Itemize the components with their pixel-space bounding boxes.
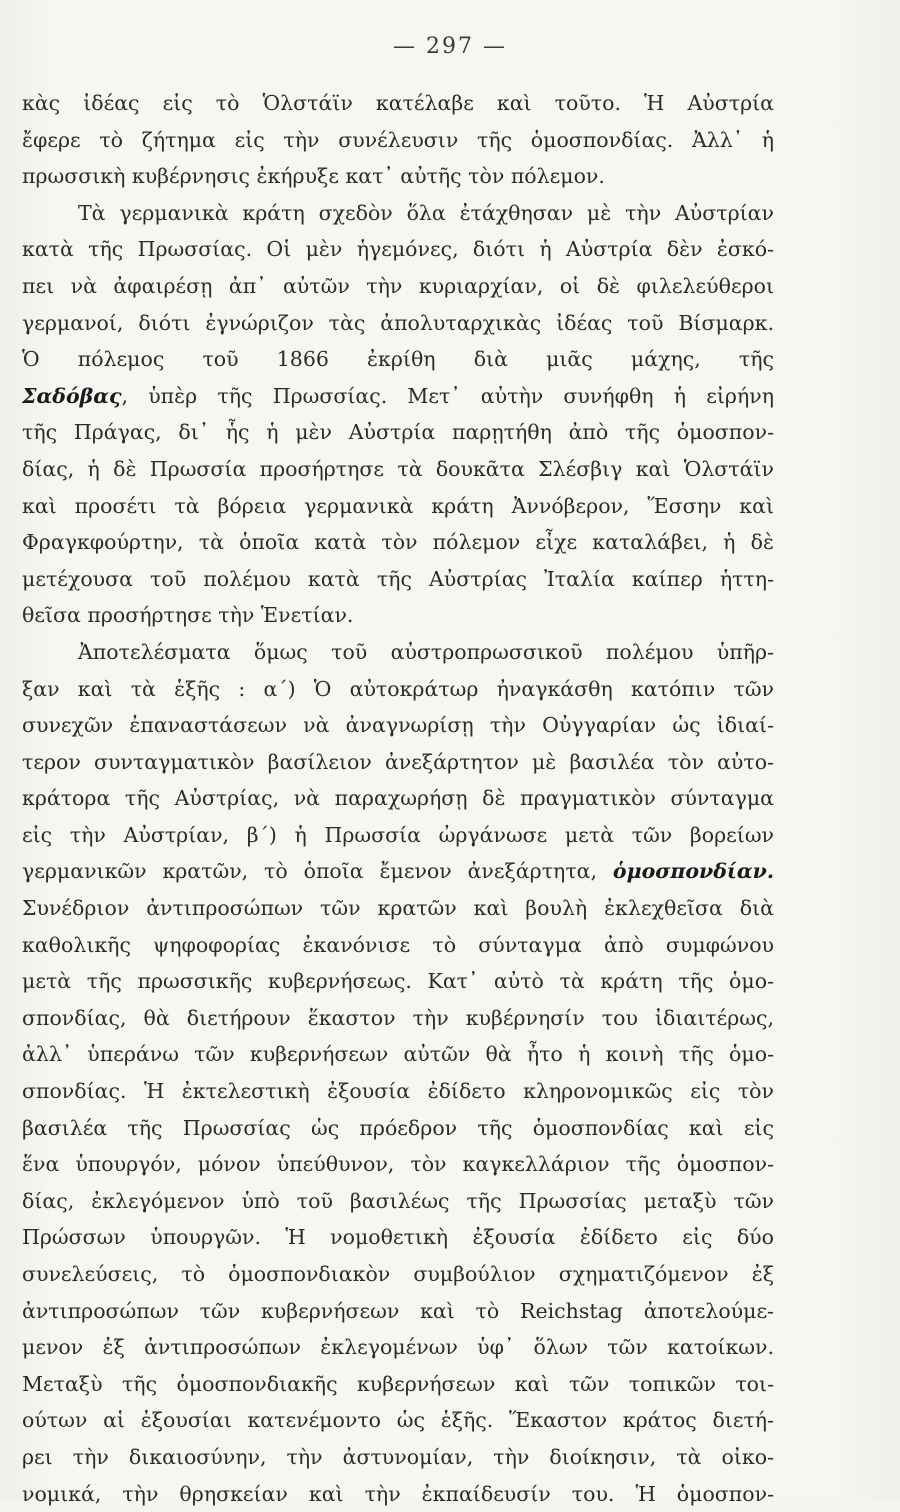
text-line: κράτορα τῆς Αὐστρίας, νὰ παραχωρήσῃ δὲ πραγματικὸν σύνταγμα: [22, 786, 774, 811]
text-line: ρει τὴν δικαιοσύνην, τὴν ἀστυνομίαν, τὴν διοίκησιν, τὰ οἰκο-: [22, 1444, 774, 1469]
text-line: κὰς ἰδέας εἰς τὸ Ὁλστάϊν κατέλαβε καὶ τοῦτο. Ἡ Αὐστρία: [22, 91, 774, 115]
text-line: μενον ἐξ ἀντιπροσώπων ἐκλεγομένων ὑφ᾽ ὅλων τῶν κατοίκων.: [22, 1335, 774, 1360]
text-line: νομικά, τὴν θρησκείαν καὶ τὴν ἐκπαίδευσίν του. Ἡ ὁμοσπον-: [22, 1481, 774, 1506]
text-line: δίας, ἐκλεγόμενον ὑπὸ τοῦ βασιλέως τῆς Πρωσσίας μεταξὺ τῶν: [22, 1188, 774, 1213]
text-line: θεῖσα προσήρτησε τὴν Ἑνετίαν.: [22, 603, 354, 628]
text-line: καθολικῆς ψηφοφορίας ἐκανόνισε τὸ σύνταγμα ἀπὸ συμφώνου: [22, 932, 774, 957]
text-line: βασιλέα τῆς Πρωσσίας ὡς πρόεδρον τῆς ὁμοσπονδίας καὶ εἰς: [22, 1115, 774, 1140]
text-line: μετὰ τῆς πρωσσικῆς κυβερνήσεως. Κατ᾽ αὐτὸ τὰ κράτη τῆς ὁμο-: [22, 969, 774, 994]
text-line: Μεταξὺ τῆς ὁμοσπονδιακῆς κυβερνήσεων καὶ τῶν τοπικῶν τοι-: [22, 1371, 774, 1396]
text-line: Ἀποτελέσματα ὅμως τοῦ αὐστροπρωσσικοῦ πολέμου ὑπῆρ-: [78, 639, 774, 664]
text-line: καὶ προσέτι τὰ βόρεια γερμανικὰ κράτη Ἀννόβερον, Ἕσσην καὶ: [22, 493, 774, 518]
text-line: Φραγκφούρτην, τὰ ὁποῖα κατὰ τὸν πόλεμον εἶχε καταλάβει, ἡ δὲ: [22, 530, 774, 555]
text-line: Σαδόβας, ὑπὲρ τῆς Πρωσσίας. Μετ᾽ αὐτὴν συνήφθη ἡ εἰρήνη: [22, 383, 774, 408]
text-line: Ὁ πόλεμος τοῦ 1866 ἐκρίθη διὰ μιᾶς μάχης, τῆς: [22, 347, 774, 372]
text-line: ἔφερε τὸ ζήτημα εἰς τὴν συνέλευσιν τῆς ὁμοσπονδίας. Ἀλλ᾽ ἡ: [22, 127, 774, 152]
text-line: σπονδίας. Ἡ ἐκτελεστικὴ ἐξουσία ἐδίδετο κληρονομικῶς εἰς τὸν: [22, 1079, 774, 1104]
body-text: [22, 85, 774, 1512]
text-line: σπονδίας, θὰ διετήρουν ἕκαστον τὴν κυβέρνησίν του ἰδιαιτέρως,: [22, 1005, 774, 1030]
text-line: εἰς τὴν Αὐστρίαν, β΄) ἡ Πρωσσία ὠργάνωσε μετὰ τῶν βορείων: [22, 822, 774, 847]
text-line: πρωσσικὴ κυβέρνησις ἐκήρυξε κατ᾽ αὐτῆς τὸν πόλεμον.: [22, 164, 605, 189]
emphasized-text: ὁμοσπονδίαν.: [612, 859, 774, 884]
text-line: Πρώσσων ὑπουργῶν. Ἡ νομοθετικὴ ἐξουσία ἐδίδετο εἰς δύο: [22, 1225, 774, 1250]
page-number: — 297 —: [393, 34, 507, 59]
text-line: ἀλλ᾽ ὑπεράνω τῶν κυβερνήσεων αὐτῶν θὰ ἦτο ἡ κοινὴ τῆς ὁμο-: [22, 1042, 774, 1067]
text-line: κατὰ τῆς Πρωσσίας. Οἱ μὲν ἡγεμόνες, διότι ἡ Αὐστρία δὲν ἐσκό-: [22, 237, 774, 262]
text-line: δίας, ἡ δὲ Πρωσσία προσήρτησε τὰ δουκᾶτα Σλέσβιγ καὶ Ὁλστάϊν: [22, 456, 774, 481]
text-line: συνελεύσεις, τὸ ὁμοσπονδιακὸν συμβούλιον σχηματιζόμενον ἐξ: [22, 1262, 774, 1286]
text-line: ούτων αἱ ἐξουσίαι κατενέμοντο ὡς ἑξῆς. Ἕκαστον κράτος διετή-: [22, 1408, 774, 1433]
text-line: μετέχουσα τοῦ πολέμου κατὰ τῆς Αὐστρίας Ἰταλία καίπερ ἡττη-: [22, 566, 774, 591]
text-line: τερον συνταγματικὸν βασίλειον ἀνεξάρτητον μὲ βασιλέα τὸν αὐτο-: [22, 749, 774, 774]
text-line: ἕνα ὑπουργόν, μόνον ὑπεύθυνον, τὸν καγκελλάριον τῆς ὁμοσπον-: [22, 1152, 774, 1177]
text-line: Συνέδριον ἀντιπροσώπων τῶν κρατῶν καὶ βουλὴ ἐκλεχθεῖσα διὰ: [22, 896, 774, 921]
text-line: Τὰ γερμανικὰ κράτη σχεδὸν ὅλα ἐτάχθησαν μὲ τὴν Αὐστρίαν: [78, 200, 774, 225]
text-line: συνεχῶν ἐπαναστάσεων νὰ ἀναγνωρίσῃ τὴν Οὐγγαρίαν ὡς ἰδιαί-: [22, 713, 774, 738]
emphasized-text: Σαδόβας: [22, 383, 122, 408]
text-line: τῆς Πράγας, δι᾽ ἧς ἡ μὲν Αὐστρία παρῃτήθη ἀπὸ τῆς ὁμοσπον-: [22, 420, 774, 445]
text-line: ξαν καὶ τὰ ἑξῆς : α΄) Ὁ αὐτοκράτωρ ἠναγκάσθη κατόπιν τῶν: [22, 676, 774, 701]
text-line: ἀντιπροσώπων τῶν κυβερνήσεων καὶ τὸ Reichstag ἀποτελούμε-: [22, 1298, 774, 1323]
text-line: πει νὰ ἀφαιρέσῃ ἀπ᾽ αὐτῶν τὴν κυριαρχίαν, οἱ δὲ φιλελεύθεροι: [22, 273, 774, 298]
text-line: γερμανοί, διότι ἐγνώριζον τὰς ἀπολυταρχικὰς ἰδέας τοῦ Βίσμαρκ.: [22, 310, 774, 335]
text-line: γερμανικῶν κρατῶν, τὸ ὁποῖα ἔμενον ἀνεξάρτητα, ὁμοσπονδίαν.: [22, 859, 774, 884]
